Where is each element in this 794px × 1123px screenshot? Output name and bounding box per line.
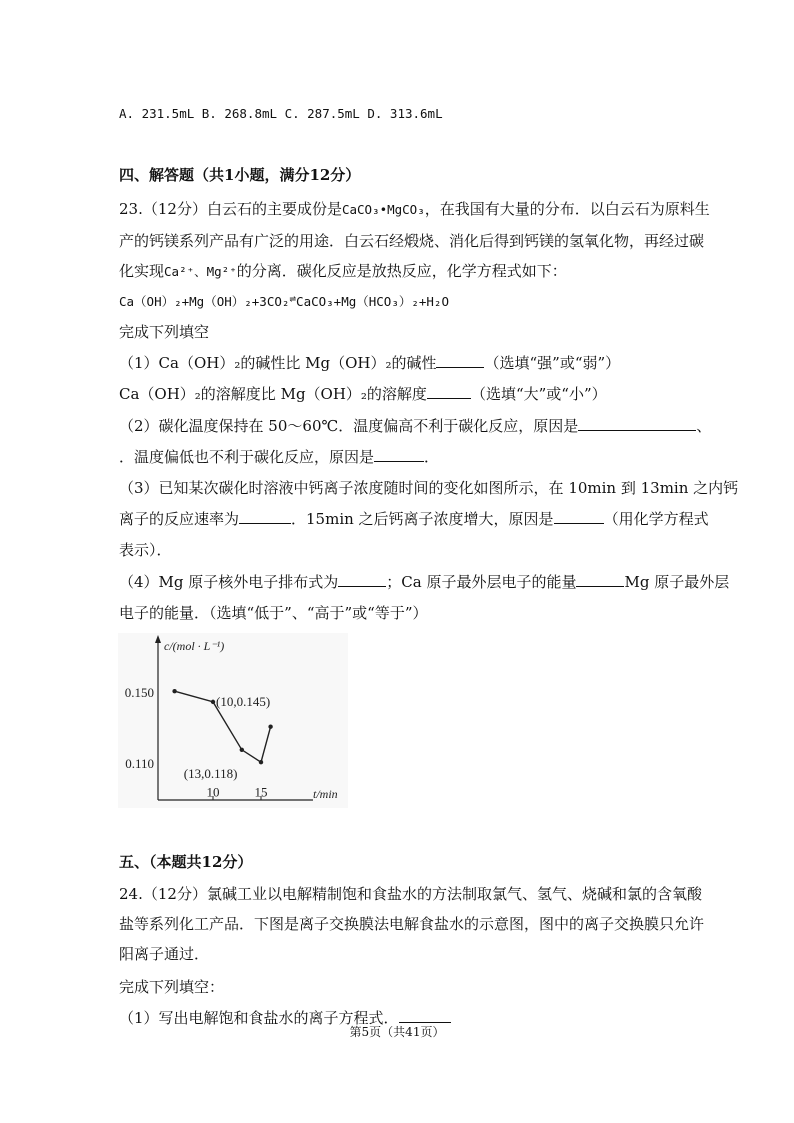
data-label: (13,0.118) bbox=[183, 765, 238, 781]
question-1a bbox=[119, 353, 679, 373]
answer-blank[interactable] bbox=[436, 353, 484, 368]
equation-reactants: Ca（OH）₂+Mg（OH）₂+3CO₂ bbox=[119, 294, 290, 309]
question-4 bbox=[119, 572, 730, 592]
data-label: (10,0.145) bbox=[216, 693, 271, 709]
question-text: （用化学方程式 bbox=[603, 510, 709, 528]
section-5-heading: 五、（本题共12分） bbox=[119, 853, 253, 871]
answer-blank[interactable] bbox=[554, 509, 604, 524]
q23-text: 的分离．碳化反应是放热反应，化学方程式如下： bbox=[236, 262, 567, 280]
instruction-2: 完成下列填空： bbox=[119, 978, 225, 996]
calcium-concentration-chart bbox=[118, 633, 348, 808]
q23-line-2: 产的钙镁系列产品有广泛的用途．白云石经煅烧、消化后得到钙镁的氢氧化物，再经过碳 bbox=[119, 232, 705, 250]
x-tick-label: 15 bbox=[254, 784, 268, 800]
question-2 bbox=[119, 416, 712, 436]
y-tick-label: 0.150 bbox=[124, 685, 154, 700]
question-3: （3）已知某次碳化时溶液中钙离子浓度随时间的变化如图所示，在 10min 到 13min 之内钙 bbox=[119, 479, 739, 497]
dolomite-formula: CaCO₃•MgCO₃ bbox=[341, 202, 425, 217]
question-3-cont bbox=[119, 509, 709, 529]
q23-line-3 bbox=[119, 261, 679, 282]
question-3-end: 表示）． bbox=[119, 541, 172, 559]
data-point bbox=[172, 689, 176, 693]
equation-products: CaCO₃+Mg（HCO₃）₂+H₂O bbox=[296, 294, 449, 309]
x-axis-label: t/min bbox=[313, 787, 338, 801]
answer-blank[interactable] bbox=[427, 384, 471, 399]
answer-blank[interactable] bbox=[576, 572, 624, 587]
answer-choices: A. 231.5mL B. 268.8mL C. 287.5mL D. 313.6mL bbox=[119, 106, 443, 121]
answer-blank[interactable] bbox=[239, 509, 291, 524]
data-point bbox=[211, 700, 215, 704]
question-2-cont bbox=[119, 447, 679, 467]
question-text: ；Ca 原子最外层电子的能量 bbox=[386, 573, 577, 591]
q23-text: 23.（12分）白云石的主要成份是 bbox=[119, 200, 342, 218]
q23-line-1 bbox=[119, 199, 710, 220]
data-point bbox=[268, 725, 272, 729]
x-tick-label: 10 bbox=[206, 784, 220, 800]
answer-blank[interactable] bbox=[578, 416, 696, 431]
q23-text: 化实现 bbox=[119, 262, 165, 280]
question-text: （选填“强”或“弱”） bbox=[484, 354, 621, 372]
chemical-equation bbox=[119, 292, 679, 313]
question-1b bbox=[119, 384, 679, 404]
q24-line-1: 24.（12分）氯碱工业以电解精制饱和食盐水的方法制取氯气、氢气、烧碱和氯的含氧酸 bbox=[119, 885, 702, 903]
question-text: ．15min 之后钙离子浓度增大，原因是 bbox=[291, 510, 554, 528]
data-point bbox=[240, 748, 244, 752]
instruction: 完成下列填空 bbox=[119, 323, 210, 341]
answer-blank[interactable] bbox=[399, 1008, 451, 1023]
question-text: 离子的反应速率为 bbox=[119, 510, 240, 528]
question-text: Mg 原子最外层 bbox=[624, 573, 730, 591]
q24-line-3: 阳离子通过． bbox=[119, 945, 210, 963]
data-point bbox=[259, 760, 263, 764]
equilibrium-arrow: ⇌ bbox=[289, 292, 297, 305]
section-4-heading: 四、解答题（共1小题，满分12分） bbox=[119, 166, 361, 184]
chart-background bbox=[118, 633, 348, 808]
question-text: （1）写出电解饱和食盐水的离子方程式． bbox=[119, 1009, 399, 1027]
q23-text: ，在我国有大量的分布．以白云石为原料生 bbox=[424, 200, 710, 218]
question-text: ．温度偏低也不利于碳化反应，原因是 bbox=[119, 448, 375, 466]
ion-formulas: Ca²⁺、Mg²⁺ bbox=[164, 264, 237, 279]
answer-blank[interactable] bbox=[338, 572, 386, 587]
q24-line-2: 盐等系列化工产品．下图是离子交换膜法电解食盐水的示意图，图中的离子交换膜只允许 bbox=[119, 915, 705, 933]
y-axis-label: c/(mol · L⁻¹) bbox=[164, 639, 225, 653]
question-4-cont: 电子的能量．（选填“低于”、“高于”或“等于”） bbox=[119, 604, 428, 622]
question-text: （1）Ca（OH）₂的碱性比 Mg（OH）₂的碱性 bbox=[119, 354, 437, 372]
question-text: （选填“大”或“小”） bbox=[470, 385, 607, 403]
y-tick-label: 0.110 bbox=[125, 756, 154, 771]
question-text: 、 bbox=[696, 417, 712, 435]
page-footer: 第5页（共41页） bbox=[349, 1025, 445, 1039]
question-text: ． bbox=[424, 448, 440, 466]
question-text: （4）Mg 原子核外电子排布式为 bbox=[119, 573, 339, 591]
question-text: （2）碳化温度保持在 50～60℃．温度偏高不利于碳化反应，原因是 bbox=[119, 417, 579, 435]
question-text: Ca（OH）₂的溶解度比 Mg（OH）₂的溶解度 bbox=[119, 385, 427, 403]
answer-blank[interactable] bbox=[374, 447, 424, 462]
